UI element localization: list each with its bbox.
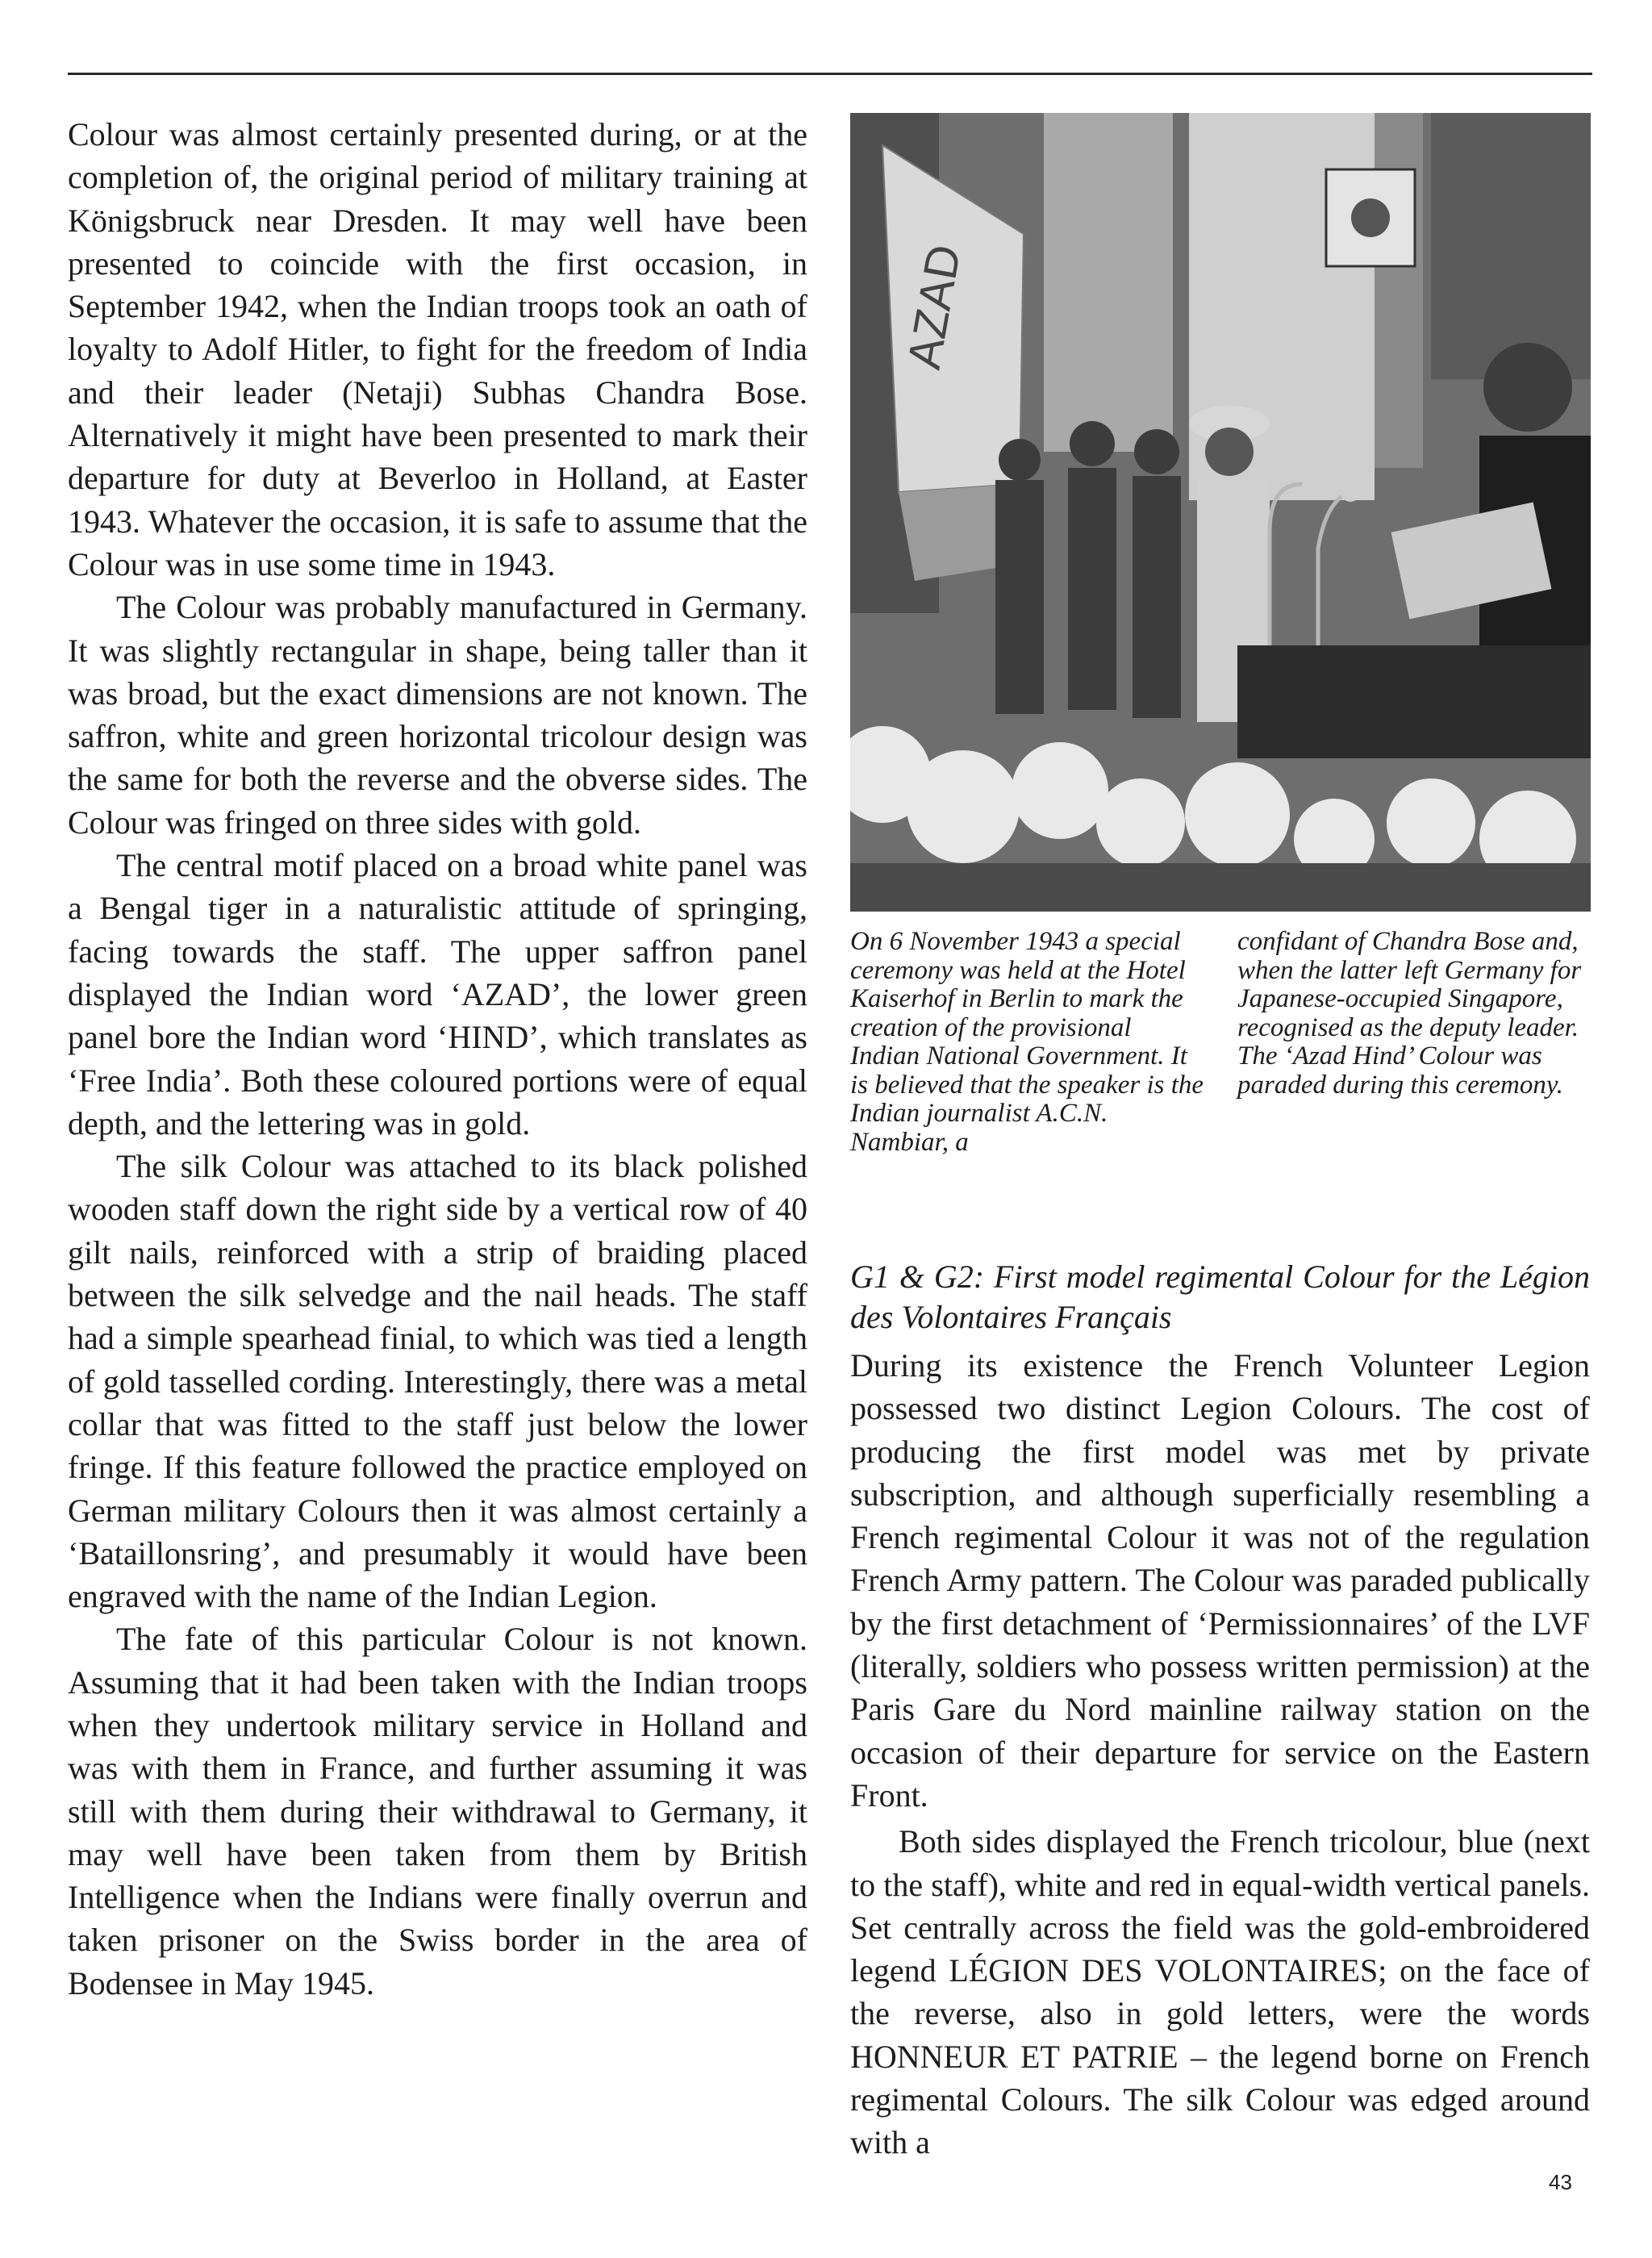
paragraph: The silk Colour was attached to its black polished wooden staff down the right side by a vertical row of 40 gilt nails, reinforced with a strip of braiding placed between the silk selvedge and the nail heads. The staff had a simple spearhead finial, to which was tied a length of gold tasselled cording. Interestingly, there was a metal collar that was fitted to the staff just below the lower fringe. If this feature followed the practice employed on German military Colours then it was almost certainly a ‘Bataillonsring’, and presumably it would have been engraved with the name of the Indian Legion.	[68, 1148, 807, 1615]
paragraph: The Colour was probably manufactured in Germany. It was slightly rectangular in shape, being taller than it was broad, but the exact dimensions are not known. The saffron, white and green horizontal tricolour design was the same for both the reverse and the obverse sides. The Colour was fringed on three sides with gold.	[68, 589, 807, 841]
podium	[1237, 645, 1591, 758]
rising-sun-emblem	[1351, 198, 1390, 237]
paragraph: During its existence the French Volunteer Legion possessed two distinct Legion Colours. The cost of producing the first model was met by private subscription, and although superficially resembling a French regimental Colour it was not of the regulation French Army pattern. The Colour was paraded publically by the first detachment of ‘Permissionnaires’ of the LVF (literally, soldiers who possess written permission) at the Paris Gare du Nord mainline railway station on the occasion of their departure for service on the Eastern Front.	[850, 1347, 1590, 1813]
right-column	[850, 1257, 1590, 2164]
paragraph: Colour was almost certainly presented during, or at the completion of, the original period of military training at Königsbruck near Dresden. It may well have been presented to coincide with the first occasion, in September 1942, when the Indian troops took an oath of loyalty to Adolf Hitler, to fight for the freedom of India and their leader (Netaji) Subhas Chandra Bose. Alternatively it might have been presented to mark their departure for duty at Beverloo in Holland, at Easter 1943. Whatever the occasion, it is safe to assume that the Colour was in use some time in 1943.	[68, 116, 807, 582]
paragraph: The central motif placed on a broad white panel was a Bengal tiger in a naturalistic attitude of springing, facing towards the staff. The upper saffron panel displayed the Indian word ‘AZAD’, the lower green panel bore the Indian word ‘HIND’, which translates as ‘Free India’. Both these coloured portions were of equal depth, and the lettering was in gold.	[68, 847, 807, 1142]
flag-text: AZAD	[897, 240, 971, 374]
section-heading: G1 & G2: First model regimental Colour for the Légion des Volontaires Français	[850, 1258, 1590, 1335]
photo-caption-left: On 6 November 1943 a special ceremony was held at the Hotel Kaiserhof in Berlin to mark the creation of the provisional Indian National Government. It is believed that the speaker is the Indian journalist A.C.N. Nambiar, a	[850, 927, 1204, 1157]
page-number: 43	[1549, 2170, 1572, 2194]
left-column	[68, 113, 807, 2005]
paragraph: The fate of this particular Colour is not known. Assuming that it had been taken with the Indian troops when they undertook military service in Holland and was with them in France, and further assuming it was still with them during their withdrawal to Germany, it may well have been taken from them by British Intelligence when the Indians were finally overrun and taken prisoner on the Swiss border in the area of Bodensee in May 1945.	[68, 1621, 807, 2001]
paragraph: Both sides displayed the French tricolour, blue (next to the staff), white and red in equal-width vertical panels. Set centrally across the field was the gold-embroidered legend LÉGION DES VOLONTAIRES; on the face of the reverse, also in gold letters, were the words HONNEUR ET PATRIE – the legend borne on French regimental Colours. The silk Colour was edged around with a	[850, 1823, 1590, 2161]
photo-illustration	[850, 113, 1591, 912]
window-curtain	[1044, 113, 1173, 452]
photo-caption-right: confidant of Chandra Bose and, when the latter left Germany for Japanese-occupied Singapore, recognised as the deputy leader. The ‘Azad Hind’ Colour was paraded during this ceremony.	[1237, 927, 1582, 1100]
ceremony-photo	[850, 113, 1591, 912]
top-rule	[68, 73, 1592, 75]
